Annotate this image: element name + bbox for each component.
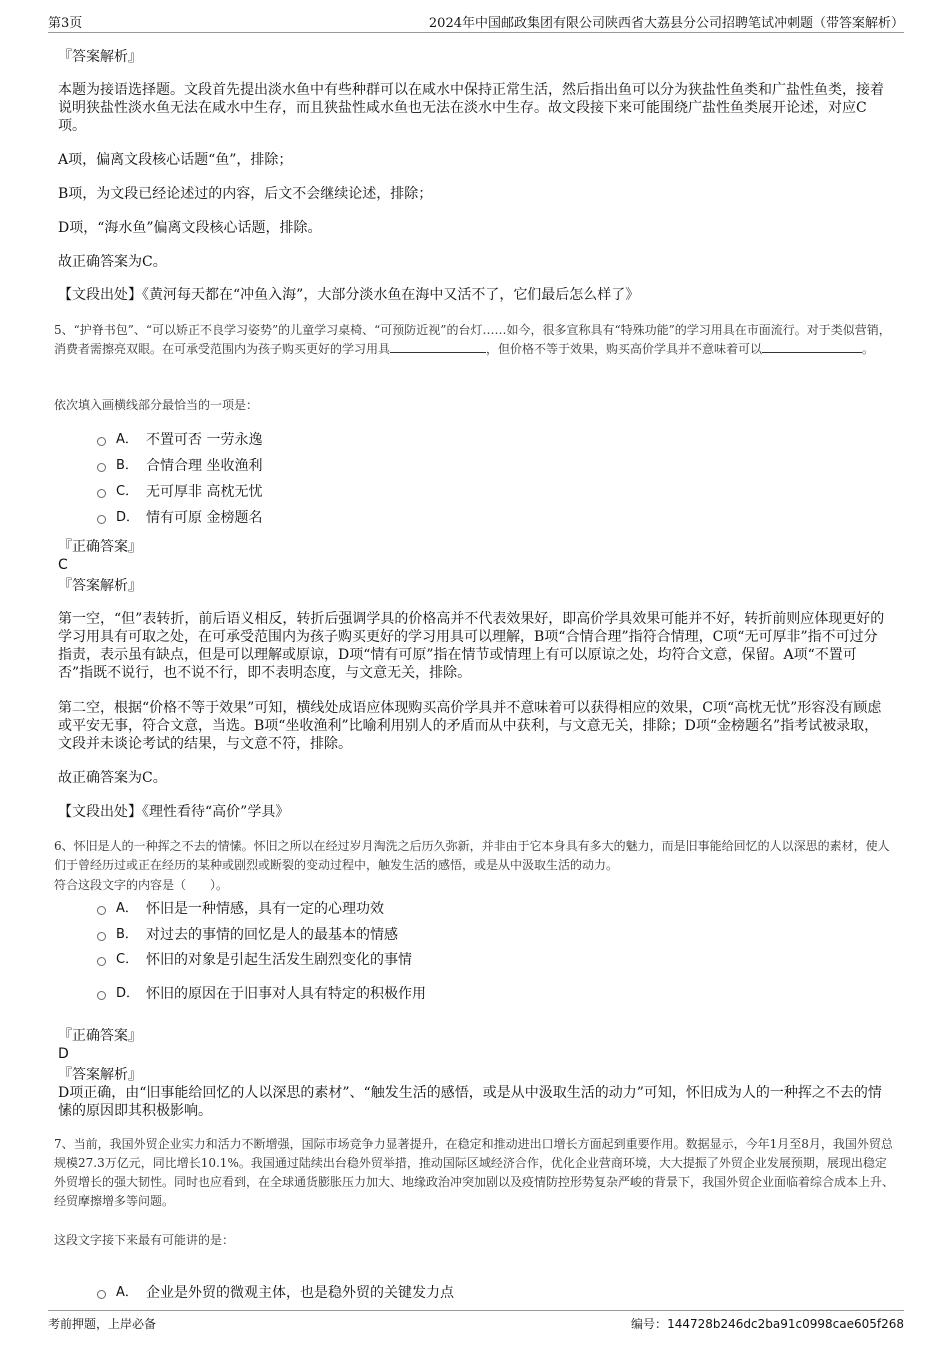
radio-icon[interactable] (97, 489, 106, 498)
option-text: 情有可原 金榜题名 (146, 510, 263, 526)
footer-slogan: 考前押题，上岸必备 (48, 1317, 157, 1331)
option-letter: D． (116, 986, 140, 1001)
q5-stem-part1: 5、“护脊书包”、“可以矫正不良学习姿势”的儿童学习桌椅、“可预防近视”的台灯……如今，很多宣称具有“特殊功能”的学习用具在市面流行。对于类似营销，消费者需擦亮双眼。在可承受范围内为孩子购买更好的学习用具 (54, 323, 891, 356)
q4-analysis-a: A项，偏离文段核心话题“鱼”，排除； (58, 152, 293, 168)
q6-answer-heading: 『正确答案』 (58, 1028, 142, 1044)
q5-option-a[interactable] (97, 431, 262, 449)
q7-stem: 7、当前，我国外贸企业实力和活力不断增强，国际市场竞争力显著提升，在稳定和推动进出口增长方面起到重要作用。数据显示，今年1月至8月，我国外贸总规模27.3万亿元，同比增长10.1%。我国通过陆续出台稳外贸举措，推动国际区域经济合作，优化企业营商环境，大大提振了外贸企业发展预期，展现出稳定外贸增长的强大韧性。同时也应看到，在全球通货膨胀压力加大、地缘政治冲突加剧以及疫情防控形势复杂严峻的背景下，我国外贸企业面临着综合成本上升、经贸摩擦增多等问题。 (54, 1137, 895, 1208)
q5-blank-2 (762, 340, 862, 353)
option-letter: C． (116, 484, 139, 499)
document-title: 2024年中国邮政集团有限公司陕西省大荔县分公司招聘笔试冲刺题（带答案解析） (428, 16, 904, 31)
q5-blank-1 (390, 340, 486, 353)
radio-icon[interactable] (97, 437, 106, 446)
q6-analysis-paragraph: D项正确，由“旧事能给回忆的人以深思的素材”、“触发生活的感悟，或是从中汲取生活的动力”可知，怀旧成为人的一种挥之不去的情愫的原因即其积极影响。 (58, 1085, 882, 1119)
page-number: 第3页 (48, 16, 83, 31)
q6-option-d[interactable] (97, 985, 426, 1003)
option-letter: B． (116, 458, 138, 473)
option-letter: A． (116, 1285, 138, 1300)
q7-option-a[interactable] (97, 1284, 454, 1302)
q5-prompt: 依次填入画横线部分最恰当的一项是： (54, 398, 259, 412)
option-letter: D． (116, 510, 140, 525)
q6-option-b[interactable] (97, 926, 398, 944)
option-text: 不置可否 一劳永逸 (146, 432, 263, 448)
q5-stem-part3: 。 (862, 342, 875, 356)
option-text: 合情合理 坐收渔利 (146, 458, 263, 474)
radio-icon[interactable] (97, 991, 106, 1000)
option-text: 怀旧的原因在于旧事对人具有特定的积极作用 (146, 986, 426, 1002)
q5-stem (54, 321, 894, 359)
option-letter: A． (116, 432, 138, 447)
q6-stem: 6、怀旧是人的一种挥之不去的情愫。怀旧之所以在经过岁月淘洗之后历久弥新，并非由于它本身具有多大的魅力，而是旧事能给回忆的人以深思的素材，使人们于曾经历过或正在经历的某种或剧烈或断裂的变动过程中，触发生活的感悟，或是从中汲取生活的动力。 (54, 839, 890, 872)
code-value: 144728b246dc2ba91c0998cae605f268 (667, 1317, 904, 1331)
q5-option-b[interactable] (97, 457, 262, 475)
option-text: 对过去的事情的回忆是人的最基本的情感 (146, 927, 398, 943)
q4-conclusion: 故正确答案为C。 (58, 254, 167, 270)
q4-analysis-b: B项，为文段已经论述过的内容，后文不会继续论述，排除； (58, 186, 433, 202)
q5-option-c[interactable] (97, 483, 262, 501)
q5-conclusion: 故正确答案为C。 (58, 770, 167, 786)
page-footer (48, 1310, 904, 1337)
option-text: 怀旧是一种情感，具有一定的心理功效 (146, 901, 384, 917)
option-text: 无可厚非 高枕无忧 (146, 484, 263, 500)
radio-icon[interactable] (97, 932, 106, 941)
radio-icon[interactable] (97, 463, 106, 472)
document-code (631, 1315, 904, 1337)
q4-analysis-paragraph: 本题为接语选择题。文段首先提出淡水鱼中有些种群可以在咸水中保持正常生活，然后指出鱼可以分为狭盐性鱼类和广盐性鱼类，接着说明狭盐性淡水鱼无法在咸水中生存，而且狭盐性咸水鱼也无法在淡水中生存。故文段接下来可能围绕广盐性鱼类展开论述，对应C项。 (58, 82, 884, 134)
q5-answer: C (58, 557, 68, 573)
q5-stem-part2: ，但价格不等于效果，购买高价学具并不意味着可以 (486, 342, 763, 356)
option-letter: C． (116, 952, 139, 967)
q6-option-a[interactable] (97, 900, 384, 918)
option-text: 怀旧的对象是引起生活发生剧烈变化的事情 (146, 952, 412, 968)
q7-prompt: 这段文字接下来最有可能讲的是： (54, 1233, 235, 1247)
q4-source: 【文段出处】《黄河每天都在“冲鱼入海”，大部分淡水鱼在海中又活不了，它们最后怎么样了》 (58, 287, 640, 303)
q5-answer-heading: 『正确答案』 (58, 539, 142, 555)
q4-analysis-d: D项，“海水鱼”偏离文段核心话题，排除。 (58, 220, 322, 236)
option-letter: A． (116, 901, 138, 916)
q6-option-c[interactable] (97, 951, 412, 969)
q6-analysis-heading: 『答案解析』 (58, 1067, 142, 1083)
q4-analysis-heading: 『答案解析』 (58, 49, 142, 65)
option-text: 企业是外贸的微观主体，也是稳外贸的关键发力点 (146, 1285, 454, 1301)
q5-option-d[interactable] (97, 509, 262, 527)
code-label: 编号： (631, 1317, 668, 1331)
q6-prompt: 符合这段文字的内容是（ ）。 (54, 878, 229, 892)
radio-icon[interactable] (97, 515, 106, 524)
radio-icon[interactable] (97, 1290, 106, 1299)
radio-icon[interactable] (97, 957, 106, 966)
q5-analysis-paragraph-2: 第二空，根据“价格不等于效果”可知，横线处成语应体现购买高价学具并不意味着可以获得相应的效果，C项“高枕无忧”形容没有顾虑或平安无事，符合文意，当选。B项“坐收渔利”比喻利用别人的矛盾而从中获利，与文意无关，排除；D项“金榜题名”指考试被录取，文段并未谈论考试的结果，与文意不符，排除。 (58, 700, 882, 752)
q5-analysis-paragraph-1: 第一空，“但”表转折，前后语义相反，转折后强调学具的价格高并不代表效果好，即高价学具效果可能并不好，转折前则应体现更好的学习用具有可取之处，在可承受范围内为孩子购买更好的学习用具可以理解，B项“合情合理”指符合情理，C项“无可厚非”指不可过分指责，表示虽有缺点，但是可以理解或原谅，D项“情有可原”指在情节或情理上有可以原谅之处，均符合文意，保留。A项“不置可否”指既不说行，也不说不行，即不表明态度，与文意无关，排除。 (58, 611, 885, 681)
q6-answer: D (58, 1046, 69, 1062)
q5-source: 【文段出处】《理性看待“高价”学具》 (58, 804, 290, 820)
radio-icon[interactable] (97, 906, 106, 915)
page-header (48, 12, 904, 33)
q5-analysis-heading: 『答案解析』 (58, 578, 142, 594)
option-letter: B． (116, 927, 138, 942)
